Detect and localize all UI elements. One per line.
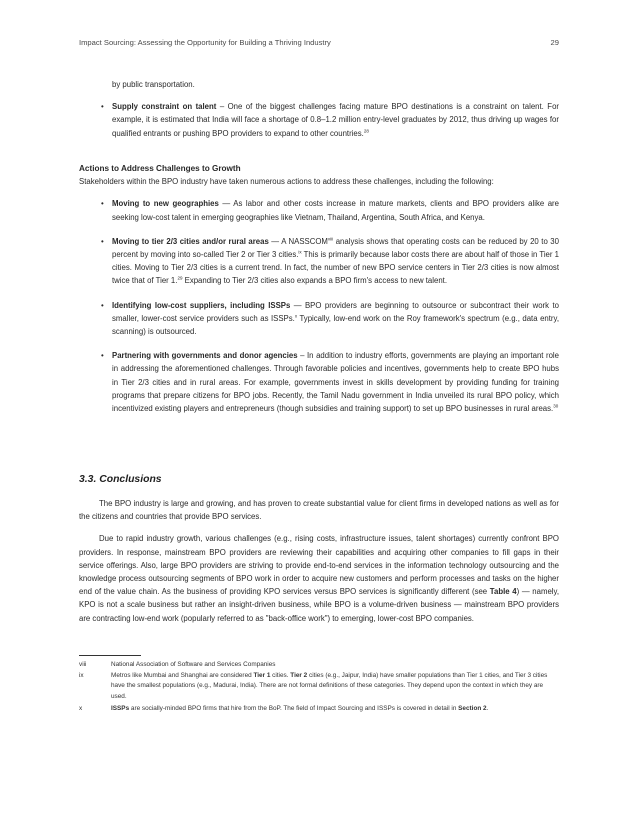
- footnote-viii: viii National Association of Software and Services Companies: [79, 661, 276, 668]
- page-number: 29: [550, 38, 559, 47]
- bullet-new-geographies: • Moving to new geographies — As labor and other costs increase in mature markets, clients and BPO providers alike are seeking low-cost talent in emerging geographies like Vietnam, Thailand, Argentina, South Africa, and Kenya.: [101, 199, 559, 222]
- section-heading: Actions to Address Challenges to Growth: [79, 164, 241, 173]
- header-title: Impact Sourcing: Assessing the Opportunity for Building a Thriving Industry: [79, 38, 331, 47]
- top-section: [79, 78, 559, 151]
- actions-intro: Stakeholders within the BPO industry have taken numerous actions to address these challenges, including the following:: [79, 177, 494, 187]
- bullet-tier-cities: • Moving to tier 2/3 cities and/or rural areas — A NASSCOM$^{viii}$ analysis shows that operating costs can be reduced by 20 to 30 percent by moving into so-called Tier 2 or Tier 3 cities.$^{ix}$ This is primarily because labor costs there are about half of those in Tier 1 cities. Moving to Tier 2/3 cities is a current trend. In fact, the number of new BPO service centers in Tier 2/3 cities is now almost twice that of Tier 1.29 Expanding to Tier 2/3 cities also expands a BPO firm's access to new talent.: [101, 236, 559, 286]
- bullet-supply-constraint: • Supply constraint on talent – One of the biggest challenges facing mature BPO destinations is a constraint on talent. For example, it is estimated that India will face a shortage of 0.8–1.2 million entry-level graduates by 2012, thus driving up wages for qualified entrants or pushing BPO providers to expand to other countries.$^{28}$: [101, 102, 560, 138]
- footnote-ix: ix Metros like Mumbai and Shanghai are considered Tier 1 cities. Tier 2 cities (e.g., Jaipur, India) have smaller populations than Tier 1 cities, and Tier 3 cities have the smallest populations (e.g., Madurai, India). There are not formal definitions of these categories. They depend upon the context in which they are used.: [79, 672, 548, 700]
- actions-section: [79, 162, 559, 426]
- bullet-lead: Supply constraint on talent: [112, 102, 217, 112]
- footnote-x: x ISSPs are socially-minded BPO firms that hire from the BoP. The field of Impact Sourcing and ISSPs is covered in detail in Section 2.: [79, 705, 489, 712]
- table-reference: Table 4: [489, 587, 517, 597]
- section-reference: Section 2: [458, 705, 487, 712]
- continuation-text: by public transportation.: [112, 80, 195, 89]
- conclusions-section: [79, 497, 559, 625]
- conclusions-heading: 3.3. Conclusions: [79, 474, 162, 485]
- bullet-low-cost-suppliers: • Identifying low-cost suppliers, including ISSPs — BPO providers are beginning to outsource or subcontract their work to smaller, lower-cost service providers such as ISSPs.$^x$ Typically, low-end work on the Roy framework's spectrum (e.g., data entry, scanning) is outsourced.: [101, 300, 560, 337]
- page-header: [79, 38, 559, 47]
- endnote-ref: 28: [363, 128, 369, 134]
- conclusions-paragraph-2: Due to rapid industry growth, various challenges (e.g., rising costs, infrastructure issues, talent shortages) currently confront BPO providers. In response, mainstream BPO providers are reviewing their capabilities and acquiring other companies to fill gaps in their service offerings. Also, large BPO providers are striving to provide end-to-end services in the information technology outsourcing and the knowledge process outsourcing segments of BPO work in order to acquire new customers and perform processes and tasks on the higher end of the value chain. As the business of providing KPO services versus BPO services is significantly different (see Table 4) — namely, KPO is not a scale business but rather an insight-driven business, while BPO is a volume-driven business — mainstream BPO providers are contracting low-end work (popularly referred to as "back-office work") to emerging, lower-cost BPO companies.: [79, 534, 559, 623]
- conclusions-paragraph-1: The BPO industry is large and growing, and has proven to create substantial value for client firms in developed nations as well as for the citizens and countries that provide BPO services.: [79, 499, 559, 522]
- bullet-governments: • Partnering with governments and donor agencies – In addition to industry efforts, governments are playing an important role in addressing the aforementioned challenges. Through favorable policies and incentives, governments help to create BPO hubs in Tier 2/3 cities and in rural areas. For example, governments invest in skills development by providing funding for training programs that prepare citizens for BPO jobs. Recently, the Tamil Nadu government in India unveiled its rural BPO policy, which incentivized existing players and entrepreneurs (though subsidies and training support) to set up BPO businesses in rural areas.$^{30}$: [101, 351, 559, 414]
- footnote-rule: [79, 655, 141, 656]
